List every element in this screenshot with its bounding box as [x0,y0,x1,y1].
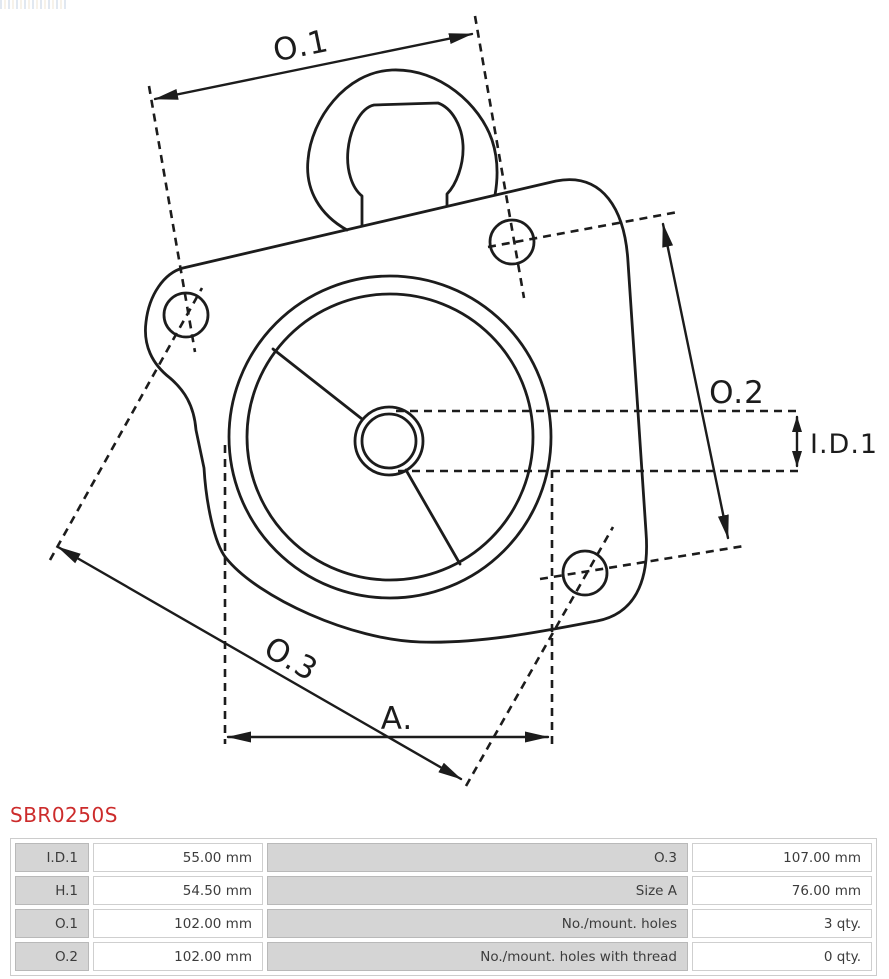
table-row [15,909,872,938]
table-row [15,843,872,872]
spec-table [10,838,877,976]
table-row [15,876,872,905]
spec-label-cell: H.1 [15,876,89,905]
spec-value-cell: 54.50 mm [93,876,263,905]
dim-label-a: A. [380,701,414,737]
part-code-title: SBR0250S [10,803,118,827]
spec-label-cell: No./mount. holes with thread [267,942,688,971]
spec-value-cell: 3 qty. [692,909,872,938]
spec-label-cell: O.2 [15,942,89,971]
dim-label-o3: O.3 [257,629,325,689]
spec-label-cell: No./mount. holes [267,909,688,938]
spec-value-cell: 76.00 mm [692,876,872,905]
spec-label-cell: O.3 [267,843,688,872]
dim-label-o1: O.1 [270,23,332,70]
spec-value-cell: 102.00 mm [93,942,263,971]
spec-value-cell: 102.00 mm [93,909,263,938]
spec-label-cell: I.D.1 [15,843,89,872]
spec-value-cell: 55.00 mm [93,843,263,872]
dim-label-id1: I.D.1 [810,429,879,460]
dim-label-o2: O.2 [709,375,765,411]
spec-value-cell: 107.00 mm [692,843,872,872]
table-row [15,942,872,971]
spec-value-cell: 0 qty. [692,942,872,971]
spec-label-cell: O.1 [15,909,89,938]
spec-label-cell: Size A [267,876,688,905]
